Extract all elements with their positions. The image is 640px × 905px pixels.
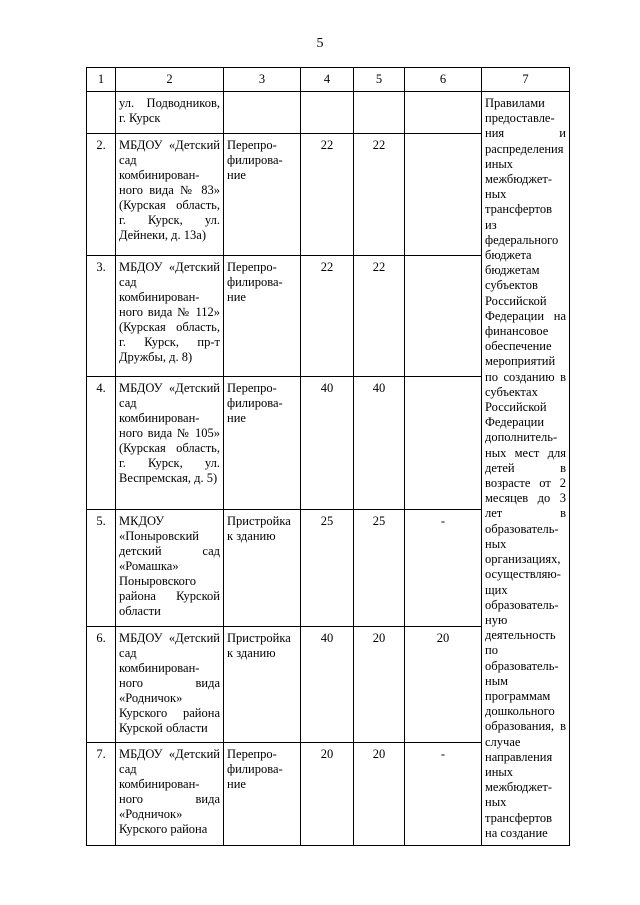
value-col-6 [405, 92, 482, 134]
column-header-1: 1 [87, 68, 116, 92]
row-number: 5. [87, 510, 116, 627]
row-number: 3. [87, 255, 116, 377]
institution-name: МБДОУ «Детский сад комбинирован-ного вида № 105» (Курская область, г. Курск, ул. Веспремская, д. 5) [116, 377, 224, 510]
column-header-4: 4 [301, 68, 354, 92]
value-col-5: 20 [354, 626, 405, 743]
value-col-4: 20 [301, 743, 354, 846]
row-number: 7. [87, 743, 116, 846]
value-col-4: 40 [301, 626, 354, 743]
work-type: Перепро-филирова-ние [224, 255, 301, 377]
value-col-5 [354, 92, 405, 134]
document-table [86, 67, 570, 846]
column-header-5: 5 [354, 68, 405, 92]
column-header-2: 2 [116, 68, 224, 92]
value-col-4: 22 [301, 255, 354, 377]
column-header-7: 7 [482, 68, 570, 92]
value-col-6: - [405, 743, 482, 846]
value-col-6 [405, 255, 482, 377]
page-number: 5 [316, 36, 324, 51]
institution-name: ул. Подводников, г. Курск [116, 92, 224, 134]
work-type: Перепро-филирова-ние [224, 134, 301, 256]
institution-name: МБДОУ «Детский сад комбинирован-ного вида «Родничок» Курского района [116, 743, 224, 846]
value-col-6 [405, 377, 482, 510]
row-number: 4. [87, 377, 116, 510]
row-number: 2. [87, 134, 116, 256]
institution-name: МБДОУ «Детский сад комбинирован-ного вида «Родничок» Курского района Курской области [116, 626, 224, 743]
value-col-6: - [405, 510, 482, 627]
column-header-6: 6 [405, 68, 482, 92]
value-col-5: 25 [354, 510, 405, 627]
row-number [87, 92, 116, 134]
work-type: Пристройка к зданию [224, 510, 301, 627]
row-number: 6. [87, 626, 116, 743]
value-col-5: 22 [354, 134, 405, 256]
table-row [87, 92, 570, 134]
value-col-5: 20 [354, 743, 405, 846]
institution-name: МКДОУ «Поныровский детский сад «Ромашка» Поныровского района Курской области [116, 510, 224, 627]
note-cell: Правилами предоставле-ния и распределения иных межбюджет-ных трансфертов из федерального бюджета бюджетам субъектов Российской Федерации на финансовое обеспечение мероприятий по созданию в субъектах Российской Федерации дополнитель-ных мест для детей в возрасте от 2 месяцев до 3 лет в образователь-ных организациях, осуществляю-щих образователь-ную деятельность по образователь-ным программам дошкольного образования, в случае направления иных межбюджет-ных трансфертов на создание [482, 92, 570, 846]
work-type: Перепро-филирова-ние [224, 743, 301, 846]
value-col-4: 22 [301, 134, 354, 256]
value-col-6: 20 [405, 626, 482, 743]
institution-name: МБДОУ «Детский сад комбинирован-ного вида № 112» (Курская область, г. Курск, пр-т Дружбы, д. 8) [116, 255, 224, 377]
work-type [224, 92, 301, 134]
table-header-row [87, 68, 570, 92]
column-header-3: 3 [224, 68, 301, 92]
value-col-4: 40 [301, 377, 354, 510]
value-col-6 [405, 134, 482, 256]
work-type: Перепро-филирова-ние [224, 377, 301, 510]
value-col-5: 22 [354, 255, 405, 377]
work-type: Пристройка к зданию [224, 626, 301, 743]
value-col-5: 40 [354, 377, 405, 510]
value-col-4: 25 [301, 510, 354, 627]
institution-name: МБДОУ «Детский сад комбинирован-ного вида № 83» (Курская область, г. Курск, ул. Дейнеки, д. 13а) [116, 134, 224, 256]
value-col-4 [301, 92, 354, 134]
